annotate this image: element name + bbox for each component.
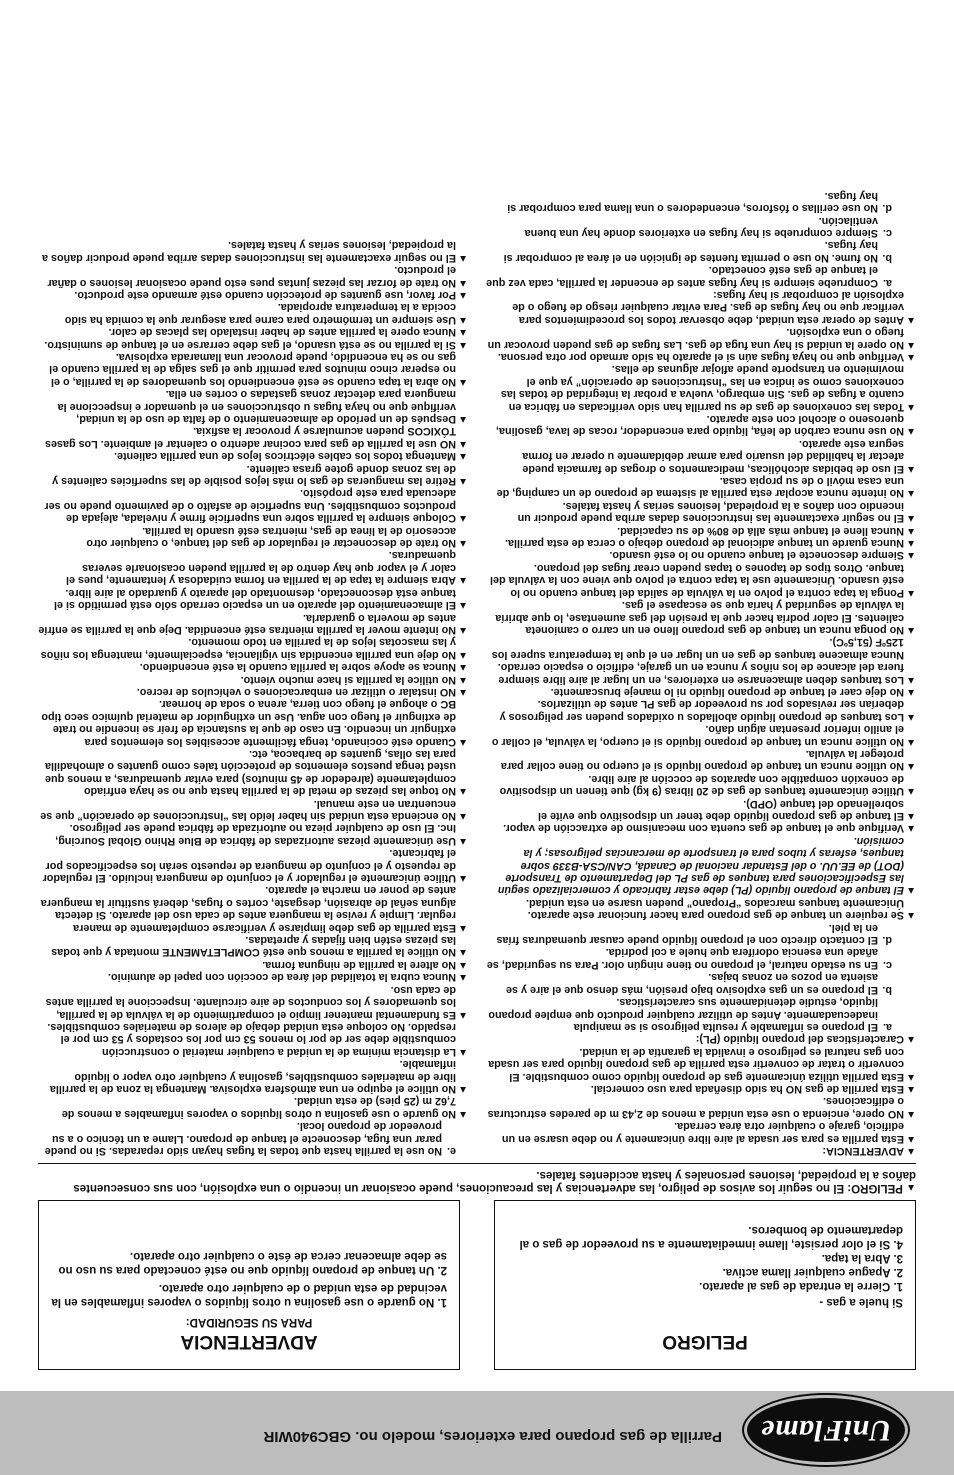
bullet-item bbox=[486, 822, 916, 834]
warning-triangle-icon: ▲ bbox=[458, 414, 468, 426]
warning-triangle-icon: ▲ bbox=[458, 922, 468, 934]
warning-triangle-icon: ▲ bbox=[458, 575, 468, 587]
warning-triangle-icon: ▲ bbox=[458, 686, 468, 698]
peligro-note bbox=[38, 1168, 916, 1194]
warning-triangle-icon: ▲ bbox=[458, 959, 468, 971]
warning-triangle-icon: ▲ bbox=[458, 649, 468, 661]
bullet-text: Ponga la tapa contra el polvo en la válvula de salida del tanque cuando no lo esté usando. Únicamente use la tapa contra el polvo que viene con la válvula del tanque. Otros tipos de tapones o tapas pueden crear fugas del propano. bbox=[489, 561, 904, 599]
bullet-text: Esta parrilla es para ser usada al aire libre únicamente y no debe usarse en un edificio, garaje o cualquier otra área cerrada. bbox=[501, 1120, 904, 1145]
bullet-content bbox=[38, 884, 456, 934]
bullet-text: Use únicamente piezas autorizadas de fábrica de Blue Rhino Global Sourcing, Inc. El uso de cualquier pieza no autorizada de fábrica puede ser peligroso. bbox=[55, 822, 456, 847]
bullet-text: Por favor, use guantes de protección cuando esté armando este producto. bbox=[74, 288, 456, 301]
sub-item: e. No use la parrilla hasta que todas la fugas hayan sido reparadas. Si no puede parar una fuga, desconecte el tanque de propano. Llame a un técnico o a su proveedor de propano local. bbox=[44, 1120, 456, 1157]
bullet-text: Si la parrilla no se está usando, el gas debe cerrarse en el tanque de suministro. bbox=[44, 338, 456, 351]
warning-triangle-icon: ▲ bbox=[458, 873, 468, 885]
warning-item: 2. Un tanque de propano líquido que no esté conectado para su uso no se debe almacenar cerca de éste o cualquier otro aparato. bbox=[55, 1250, 447, 1276]
bullet-content bbox=[486, 896, 904, 921]
bullet-item bbox=[38, 289, 468, 301]
bullet-content bbox=[486, 686, 904, 698]
bullet-content bbox=[38, 338, 456, 350]
right-column bbox=[38, 239, 468, 1157]
warning-triangle-icon: ▲ bbox=[458, 662, 468, 674]
bullet-text: Esta parrilla de gas NO ha sido diseñada para uso comercial. bbox=[590, 1082, 904, 1095]
bullet-text: NO use la parrilla de gas para cocinar adentro o calentar el ambiente. Los gases TÓXICOS pueden acumularse y provocar la asfixia. bbox=[44, 425, 456, 450]
bullet-text: No altere la parrilla de ninguna forma. bbox=[262, 958, 456, 971]
bullet-item bbox=[38, 971, 468, 983]
bullet-text: Esta parrilla utiliza únicamente gas de propano líquido como combustible. El convertir o tratar de convertir esta parrilla de gas propano líquido para ser usada con gas natural es peligroso e invalida la garantía de la unidad. bbox=[488, 1045, 904, 1083]
bullet-text: Nunca opere la parrilla antes de haber instalado las placas de calor. bbox=[108, 326, 456, 339]
warning-triangle-icon: ▲ bbox=[906, 513, 916, 525]
bullet-text: No use nunca carbón de leña, líquido para encendedor, rocas de lava, gasolina, queroseno o alcohol con este aparato. bbox=[496, 413, 904, 438]
bullet-content bbox=[486, 723, 904, 748]
warning-triangle-icon: ▲ bbox=[458, 289, 468, 301]
warning-triangle-icon: ▲ bbox=[458, 513, 468, 525]
bullet-text: Verifique que no haya fugas aún si el aparato ha sido armado por otra persona. bbox=[497, 351, 904, 363]
bullet-content bbox=[486, 326, 904, 351]
warning-triangle-icon: ▲ bbox=[906, 550, 916, 562]
bullet-content bbox=[38, 239, 456, 264]
bullet-content bbox=[38, 673, 456, 685]
sub-item bbox=[486, 239, 892, 264]
bullet-text: No utilice nunca un tanque de propano líquido si el cuerpo no tiene collar para proteger la válvula. bbox=[500, 748, 904, 773]
bullet-item bbox=[38, 524, 468, 549]
bullet-content bbox=[38, 462, 456, 487]
bullet-text: No utilice la parrilla si hace mucho viento. bbox=[240, 673, 456, 686]
bullet-content bbox=[486, 437, 904, 474]
bullet-text: Después de un período de almacenamiento o de falta de uso de la unidad, verifique que no haya fugas u obstrucciones en el quemador e inspeccione la manguera para detectar zonas gastadas o cortes en ella. bbox=[57, 388, 456, 426]
sub-item bbox=[486, 189, 892, 214]
bullet-content bbox=[38, 524, 456, 549]
sub-item bbox=[486, 996, 892, 1033]
bullet-text: No toque las piezas de metal de la parrilla hasta que no se haya enfriado completamente (alrededor de 45 minutos) para evitar quemaduras, a menos que usted tenga puestos elementos de protección tales como guantes o almohadilla para las ollas, guantes de barbacoa, etc. bbox=[44, 748, 456, 798]
bullet-content bbox=[38, 822, 456, 847]
bullet-item bbox=[486, 537, 916, 549]
bullet-content bbox=[38, 1058, 456, 1095]
bullet-text: Todas las conexiones de gas de su parrilla han sido verificadas en fábrica en cuanto a fugas de gas. Sin embargo, vuelva a probar la integridad de todas las conexiones como se indica en las “Instrucciones de operación” ya que el movimiento en transporte puede aflojar algunas de ellas. bbox=[500, 363, 904, 413]
warning-triangle-icon: ▲ bbox=[458, 252, 468, 264]
warning-triangle-icon: ▲ bbox=[458, 786, 468, 798]
bullet-content bbox=[38, 450, 456, 462]
bullet-text: Nunca llene el tanque más allá de 80% de su capacidad. bbox=[617, 524, 904, 537]
bullet-content bbox=[38, 611, 456, 636]
bullet-content bbox=[38, 959, 456, 971]
bullet-text: No deje caer el tanque de propano líquido ni lo maneje bruscamente. bbox=[550, 685, 904, 698]
bullet-item bbox=[38, 326, 468, 338]
bullet-text: El uso de bebidas alcohólicas, medicamentos o drogas de farmacia puede afectar la habilidad del usuario para armar debidamente u operar en forma segura este aparato. bbox=[522, 437, 904, 475]
warning-triangle-icon: ▲ bbox=[458, 972, 468, 984]
warning-triangle-icon: ▲ bbox=[906, 885, 916, 897]
sub-text: Siempre compruebe si hay fugas en exteriores donde hay una buena ventilación. bbox=[524, 214, 878, 239]
bullet-item bbox=[38, 425, 468, 450]
bullet-item bbox=[38, 388, 468, 425]
warning-triangle-icon: ▲ bbox=[906, 761, 916, 773]
bullet-content bbox=[38, 1095, 456, 1120]
bullet-item bbox=[38, 661, 468, 673]
warning-triangle-icon: ▲ bbox=[906, 910, 916, 922]
bullet-item bbox=[38, 884, 468, 934]
bullet-content bbox=[486, 499, 904, 524]
bullet-text: Esta parrilla de gas debe limpiarse y verificarse completamente de manera regular. Limpie y revise la manguera antes de cada uso del aparato. Si detecta alguna señal de abrasión, desgaste, cortes o fugas, deberá sustituir la manguera antes de poner en marcha el aparato. bbox=[40, 884, 456, 934]
warning-triangle-icon: ▲ bbox=[458, 674, 468, 686]
bullet-item bbox=[486, 599, 916, 636]
bullet-item bbox=[38, 934, 468, 959]
bullet-content bbox=[486, 698, 904, 723]
bullet-item bbox=[486, 1095, 916, 1120]
warning-triangle-icon: ▲ bbox=[906, 823, 916, 835]
sub-letter: b. bbox=[882, 983, 892, 996]
bullet-item bbox=[38, 1021, 468, 1058]
warning-triangle-icon: ▲ bbox=[458, 1083, 468, 1095]
bullet-content bbox=[486, 475, 904, 500]
warning-box bbox=[38, 1200, 460, 1370]
bullet-text: Mantenga todos los cables eléctricos lejos de una parrilla caliente. bbox=[113, 450, 456, 463]
warning-triangle-icon: ▲ bbox=[458, 314, 468, 326]
bullet-item bbox=[486, 797, 916, 822]
sub-letter: d. bbox=[882, 934, 892, 947]
bullet-text: No ponga nunca un tanque de gas propano lleno en un carro o camioneta calientes. El calor podría hacer que la presión del gas aumentase, lo que abriría la válvula de seguridad y haría que se escapase el gas. bbox=[495, 599, 904, 636]
bullet-content bbox=[486, 797, 904, 822]
bullet-content bbox=[38, 797, 456, 822]
bullet-text: Use siempre un termómetro para carne para asegurar que la comida ha sido cocida a la temperatura apropiada. bbox=[64, 301, 456, 326]
sub-text: El contacto directo con el propano líquido puede causar quemaduras frías en la piel. bbox=[496, 921, 878, 947]
sub-list bbox=[486, 189, 904, 288]
bullet-text: Los tanques deben almacenarse en exteriores, en un lugar al aire libre siempre fuera del alcance de los niños y nunca en un garaje, edificio o espacio cerrado. Nunca almacene tanques de gas en un lugar en el que la temperatura supere los 125ºF (51,5ºC). bbox=[491, 636, 904, 686]
bullet-item bbox=[38, 673, 468, 685]
sub-list bbox=[486, 921, 904, 1033]
bullet-content bbox=[38, 971, 456, 983]
bullet-item bbox=[38, 959, 468, 971]
bullet-text: No utilice nunca un tanque de propano líquido si el cuerpo, la válvula, el collar o el anillo inferior presentan algún daño. bbox=[491, 723, 904, 748]
warning-triangle-icon: ▲ bbox=[906, 426, 916, 438]
sub-item bbox=[486, 946, 892, 971]
warning-items-list bbox=[48, 1249, 447, 1309]
bullet-text: Abra siempre la tapa de la parrilla en forma cuidadosa y lentamente, pues el calor y el vapor que hay dentro de la parrilla pueden ocasionarle severas quemaduras. bbox=[65, 549, 456, 587]
bullet-text: La distancia mínima de la unidad a cualquier material o construcción combustible debe ser de por lo menos 53 cm por los costados y 53 cm por el respaldo. No coloque esta unidad debajo de aleros de materiales combustibles. bbox=[47, 1020, 456, 1058]
bullet-content bbox=[486, 1095, 904, 1120]
bullet-item bbox=[38, 847, 468, 884]
warning-triangle-icon: ▲ bbox=[906, 339, 916, 351]
bullet-content bbox=[486, 351, 904, 363]
bullet-item bbox=[38, 636, 468, 661]
warning-triangle-icon: ▲ bbox=[906, 525, 916, 537]
bullet-item bbox=[486, 748, 916, 773]
bullet-content bbox=[38, 301, 456, 326]
warning-triangle-icon: ▲ bbox=[906, 401, 916, 413]
bullet-item bbox=[38, 748, 468, 798]
bullet-text: No utilice el equipo en una atmósfera explosiva. Mantenga la zona de la parrilla libre de materiales combustibles, gasolina y cualquier otro vapor o líquido inflamable. bbox=[49, 1058, 456, 1095]
page-title: Parrilla de gas propano para exteriores, modelo no. GBC940WIR bbox=[263, 1428, 722, 1445]
bullet-content bbox=[38, 934, 456, 959]
warning-triangle-icon: ▲ bbox=[458, 624, 468, 636]
sub-item bbox=[486, 214, 892, 239]
uniflame-logo bbox=[744, 1395, 908, 1465]
bullet-text: Retire las mangueras de gas lo más lejos posible de las superficies calientes y de las zonas donde gotee grasa caliente. bbox=[52, 462, 456, 488]
sub-letter: c. bbox=[882, 958, 892, 971]
warning-triangle-icon: ▲ bbox=[906, 1034, 916, 1046]
warning-triangle-icon: ▲ bbox=[458, 600, 468, 612]
bullet-text: Cuando esté cocinando, tenga fácilmente accesibles los elementos para extinguir un incendio. En caso de que la sustancia de freír se incendie no trate de extinguir el fuego con agua. Use un extinguidor de material químico seco tipo BC o ahogue el fuego con tierra, arena o soda de hornear. bbox=[41, 698, 456, 748]
danger-title: PELIGRO bbox=[662, 1331, 748, 1352]
bullet-content bbox=[38, 748, 456, 798]
warning-triangle-icon: ▲ bbox=[458, 538, 468, 550]
warning-triangle-icon: ▲ bbox=[458, 947, 468, 959]
sub-text: No fume. No use o permita fuentes de ignición en el área al comprobar si hay fugas. bbox=[503, 239, 878, 264]
bullet-text: Es fundamental mantener limpio el compartimiento de la válvula de la parrilla, los quemadores y los conductos de aire circulante. Inspeccione la parrilla antes de cada uso. bbox=[45, 983, 456, 1021]
bullet-item bbox=[486, 437, 916, 474]
bullet-item bbox=[486, 723, 916, 748]
warning-triangle-icon: ▲ bbox=[458, 811, 468, 823]
warning-triangle-icon: ▲ bbox=[906, 538, 916, 550]
danger-step: 3. Abra la tapa. bbox=[821, 1252, 903, 1264]
sub-text: En su estado natural, el propano no tiene ningún olor. Para su seguridad, se añade una esencia odorífera que huele a col podrida. bbox=[486, 946, 878, 971]
bullet-item bbox=[486, 921, 916, 1045]
bullet-text: Utilice únicamente el regulador y el conjunto de manguera incluido. El regulador de repuesto y el conjunto de manguera de repuesto serán los especificados por el fabricante. bbox=[42, 847, 456, 885]
bullet-text: No intente mover la parrilla mientras esté encendida. Deje que la parrilla se enfríe antes de moverla o guardarla. bbox=[38, 611, 456, 636]
bullet-content bbox=[486, 772, 904, 797]
warning-item: 1. No guarde o use gasolina u otros líquidos o vapores inflamables en la vecindad de esta unidad o de cualquier otro aparato. bbox=[48, 1282, 447, 1308]
bullet-item bbox=[486, 772, 916, 797]
bullet-content bbox=[486, 599, 904, 636]
bullet-item bbox=[486, 363, 916, 413]
bullet-content bbox=[38, 1021, 456, 1058]
bullet-content bbox=[486, 363, 904, 413]
warning-triangle-icon: ▲ bbox=[906, 463, 916, 475]
bullet-text: El almacenamiento del aparato en un espacio cerrado sólo está permitido si el tanque está desconectado, desmontado del aparato y guardado al aire libre. bbox=[53, 586, 456, 612]
sub-letter: b. bbox=[882, 251, 892, 264]
sub-item bbox=[486, 264, 892, 289]
bullet-item bbox=[486, 698, 916, 723]
advertencia-heading: ▲ ADVERTENCIA: bbox=[822, 1145, 916, 1157]
bullet-content bbox=[486, 189, 904, 325]
bullet-item bbox=[38, 351, 468, 388]
bullet-item bbox=[38, 462, 468, 487]
bullet-content bbox=[486, 921, 904, 1045]
sub-letter: a. bbox=[882, 276, 892, 289]
bullet-item bbox=[486, 562, 916, 599]
left-column bbox=[486, 189, 916, 1157]
header-bar bbox=[0, 1391, 954, 1475]
warning-triangle-icon: ▲ bbox=[906, 314, 916, 326]
warning-triangle-icon: ▲ bbox=[458, 339, 468, 351]
warning-triangle-icon: ▲ bbox=[458, 1108, 468, 1120]
warning-triangle-icon: ▲ bbox=[906, 1071, 916, 1083]
warning-triangle-icon: ▲ bbox=[906, 736, 916, 748]
bullet-item bbox=[38, 239, 468, 264]
warning-triangle-icon: ▲ bbox=[906, 711, 916, 723]
bullet-content bbox=[38, 636, 456, 661]
warning-triangle-icon: ▲ bbox=[458, 327, 468, 339]
bullet-text: Siempre desconecte el tanque cuando no lo esté usando. bbox=[609, 549, 904, 562]
bullet-content bbox=[486, 1083, 904, 1095]
bullet-content bbox=[38, 326, 456, 338]
danger-step: 1. Cierre la entrada de gas al aparato. bbox=[699, 1280, 903, 1292]
warning-triangle-icon: ▲ bbox=[458, 835, 468, 847]
warning-triangle-icon: ▲ bbox=[906, 1083, 916, 1095]
bullet-text: Los tanques de propano líquido abollados u oxidados pueden ser peligrosos y deberían ser revisados por su proveedor de gas PL antes de utilizarlos. bbox=[499, 698, 904, 723]
bullet-item bbox=[38, 301, 468, 326]
bullet-item bbox=[486, 351, 916, 363]
bullet-item bbox=[38, 586, 468, 611]
bullet-text: El tanque de propano líquido (PL) debe estar fabricado y comercializado según las Especificaciones para tanques de gas PL del Departamento de Transporte (DOT) de EE.UU. o del Estandar nacional de Canadá, CAN/CSA-B339 sobre tanques, esferas y tubos para el transporte de mercancías peligrosas; y la comisión. bbox=[497, 834, 904, 897]
bullet-item bbox=[38, 1058, 468, 1095]
bullet-text: No trate de forzar las piezas juntas pues esto puede ocasionar lesiones o dañar el producto. bbox=[47, 264, 456, 289]
warning-triangle-icon: ▲ bbox=[906, 352, 916, 363]
bullet-content bbox=[38, 549, 456, 586]
warning-triangle-icon: ▲ bbox=[906, 1146, 916, 1157]
bullet-item bbox=[38, 611, 468, 636]
warning-triangle-icon: ▲ bbox=[458, 1009, 468, 1021]
bullet-item bbox=[486, 413, 916, 438]
bullet-text: No intente nunca acoplar esta parrilla al sistema de propano de un camping, de una casa móvil o de su propia casa. bbox=[496, 475, 904, 500]
bullet-item bbox=[486, 499, 916, 524]
bullet-content bbox=[486, 524, 904, 536]
danger-step: 2. Apague cualquier llama activa. bbox=[722, 1266, 903, 1278]
sub-letter: d. bbox=[882, 202, 892, 215]
bullet-item bbox=[486, 1045, 916, 1082]
warning-triangle-icon: ▲ bbox=[906, 624, 916, 636]
bullet-text: No abra la tapa cuando se esté encendiendo los quemadores de la parrilla, o el no esperar cinco minutos para permitir que el gas salga de la parrilla cuando el gas no se ha encendido, puede provocar una llamarada explosiva. bbox=[49, 351, 456, 388]
danger-steps-list bbox=[507, 1223, 903, 1293]
bullet-item bbox=[38, 983, 468, 1020]
bullet-content bbox=[38, 425, 456, 450]
bullet-item bbox=[38, 264, 468, 289]
sub-letter: c. bbox=[882, 226, 892, 239]
danger-intro: Si huele a gas - bbox=[819, 1296, 903, 1308]
warning-triangle-icon: ▲ bbox=[906, 488, 916, 500]
warning-triangle-icon: ▲ bbox=[906, 587, 916, 599]
bullet-item bbox=[486, 1120, 916, 1145]
bullet-item bbox=[38, 797, 468, 822]
bullet-content bbox=[486, 413, 904, 438]
warning-triangle-icon: ▲ bbox=[906, 786, 916, 798]
warning-triangle-icon: ▲ bbox=[458, 476, 468, 488]
bullet-text: Utilice únicamente tanques de gas de 20 libras (9 kg) que tienen un dispositivo de conexión compatible con aparatos de cocción al aire libre. bbox=[499, 772, 904, 798]
sub-text: El propano es inflamable y resulta peligroso si se manipula inadecuadamente. Antes de utilizar cualquier producto que emplee propano líquido, estudie detenidamente sus características. bbox=[488, 996, 878, 1033]
warning-triangle-icon: ▲ bbox=[906, 686, 916, 698]
warning-triangle-icon: ▲ bbox=[458, 277, 468, 289]
bullet-item bbox=[38, 686, 468, 698]
bullet-content bbox=[38, 351, 456, 388]
bullet-item bbox=[38, 1095, 468, 1120]
bullet-content bbox=[38, 698, 456, 748]
bullet-text: El tanque de gas propano líquido debe tener un dispositivo que evite el sobrellenado del tanque (OPD). bbox=[538, 797, 904, 823]
bullet-text: Nunca se apoye sobre la parrilla cuando la esté encendiendo. bbox=[139, 661, 456, 674]
bullet-content bbox=[38, 686, 456, 698]
bullet-item bbox=[38, 450, 468, 462]
divider bbox=[38, 1163, 916, 1164]
bullet-item bbox=[38, 487, 468, 524]
bullet-content bbox=[38, 487, 456, 524]
bullet-text: NO instalar o utilizar en embarcaciones o vehículos de recreo. bbox=[136, 685, 456, 698]
warning-title: ADVERTENCIA bbox=[180, 1331, 318, 1352]
bullet-content bbox=[486, 1120, 904, 1145]
peligro-note-text: PELIGRO: El no seguir los avisos de peligro, las advertencias y las precauciones, puede ocasionar un incendio o una explosión, con sus consecuentes daños a la propiedad, lesiones personales y hasta accidentes fatales. bbox=[73, 1168, 916, 1194]
bullet-content bbox=[486, 562, 904, 599]
bullet-text: No encienda esta unidad sin haber leído las “Instrucciones de operación” que se encuentran en este manual. bbox=[40, 797, 456, 823]
bullet-content bbox=[486, 748, 904, 773]
bullet-content bbox=[486, 1045, 904, 1082]
bullet-content bbox=[486, 822, 904, 834]
warning-triangle-icon: ▲ bbox=[458, 451, 468, 463]
bullet-text: No opere la unidad si hay una fuga de gas. Las fugas de gas pueden provocar un fuego o una explosión. bbox=[487, 326, 904, 351]
bullet-item bbox=[486, 189, 916, 325]
bullet-text: Se requiere un tanque de gas propano para hacer funcionar este aparato. Únicamente tanques marcados “Propano” pueden usarse en esta unidad. bbox=[526, 896, 904, 922]
warning-triangle-icon: ▲ bbox=[458, 438, 468, 450]
bullet-text: Antes de operar esta unidad, debe observar todos los procedimientos para verificar que no hay fugas de gas. Para evitar cualquier riesgo de fuego o de explosión al comprobar si hay fugas: bbox=[512, 288, 904, 326]
bullet-text: Nunca cubra la totalidad del área de cocción con papel de aluminio. bbox=[108, 971, 456, 984]
bullet-item bbox=[38, 822, 468, 847]
warning-triangle-icon: ▲ bbox=[458, 1046, 468, 1058]
bullet-content bbox=[486, 834, 904, 896]
bullet-item bbox=[486, 834, 916, 896]
bullet-content bbox=[486, 636, 904, 686]
bullet-item bbox=[486, 686, 916, 698]
bullet-text: No trate de desconectar el regulador de gas del tanque, o cualquier otro accesorio de la línea de gas, mientras esté usando la parrilla. bbox=[86, 524, 456, 550]
bullet-item bbox=[486, 896, 916, 921]
bullet-text: No utilice la parrilla a menos que esté COMPLETAMENTE montada y que todas las piezas estén bien fijadas y apretadas. bbox=[51, 934, 456, 959]
danger-step: 4. Si el olor persiste, llame inmediatamente a su proveedor de gas o al departamento de bomberos. bbox=[516, 1224, 903, 1250]
warning-triangle-icon: ▲ bbox=[906, 674, 916, 686]
sub-item bbox=[486, 921, 892, 946]
danger-box bbox=[494, 1200, 916, 1370]
bullet-content bbox=[38, 586, 456, 611]
warning-triangle-icon: ▲ bbox=[906, 1108, 916, 1120]
bullet-content bbox=[38, 983, 456, 1020]
sub-text: Compruebe siempre si hay fugas antes de encender la parrilla, cada vez que el tanque de gas esté conectado. bbox=[486, 264, 878, 289]
sub-text: No use cerillas o fósforos, encendedores o una llama para comprobar si hay fugas. bbox=[507, 189, 878, 215]
bullet-item bbox=[486, 636, 916, 686]
bullet-text: Verifique que el tanque de gas cuenta con mecanismo de extracción de vapor. bbox=[503, 822, 904, 835]
warning-triangle-icon: ▲ bbox=[906, 1133, 916, 1145]
bullet-text: No deje una parrilla encendida sin vigilancia, especialmente, mantenga los niños y las mascotas lejos de la parrilla en todo momento. bbox=[40, 636, 456, 661]
warning-triangle-icon: ▲ bbox=[458, 376, 468, 388]
warning-triangle-icon: ▲ bbox=[458, 736, 468, 748]
bullet-text: El no seguir exactamente las instrucciones dadas arriba puede producir un incendio con daños a la propiedad, lesiones serias y hasta fatales. bbox=[517, 499, 904, 525]
bullet-item bbox=[38, 698, 468, 748]
bullet-item bbox=[38, 338, 468, 350]
bullet-text: No guarde o use gasolina u otros líquidos o vapores inflamables a menos de 7,62 m (25 pies) de esta unidad. bbox=[61, 1095, 456, 1120]
bullet-text: Características del propano líquido (PL): bbox=[695, 1033, 904, 1046]
bullet-content bbox=[38, 289, 456, 301]
warning-triangle-icon: ▲ bbox=[906, 1182, 916, 1193]
bullet-content bbox=[38, 847, 456, 884]
bullet-text: NO opere, encienda o use esta unidad a menos de 2,43 m de paredes estructuras o edificaciones. bbox=[487, 1095, 904, 1120]
bullet-content bbox=[486, 537, 904, 549]
bullet-item bbox=[486, 326, 916, 351]
bullet-content bbox=[38, 264, 456, 289]
bullet-item bbox=[486, 549, 916, 561]
bullet-content bbox=[486, 549, 904, 561]
brand-name: UniFlame bbox=[760, 1414, 892, 1447]
warning-subtitle: PARA SU SEGURIDAD: bbox=[185, 1316, 313, 1328]
bullet-content bbox=[38, 661, 456, 673]
sub-letter: a. bbox=[882, 1020, 892, 1033]
sub-text: El propano es un gas explosivo bajo presión, más denso que el aire y se asienta en pozos en zonas bajas. bbox=[505, 971, 878, 996]
bullet-text: Coloque siempre la parrilla sobre una superficie firme y nivelada, alejada de productos combustibles. Una superficie de asfalto o de pavimento puede no ser adecuada para este propósito. bbox=[44, 487, 456, 525]
sub-item bbox=[486, 971, 892, 996]
bullet-item bbox=[486, 1083, 916, 1095]
bullet-item bbox=[486, 524, 916, 536]
bullet-content bbox=[38, 388, 456, 425]
warning-triangle-icon: ▲ bbox=[906, 811, 916, 823]
bullet-text: Nunca guarde un tanque adicional de propano debajo o cerca de esta parrilla. bbox=[505, 537, 904, 550]
bullet-item bbox=[38, 549, 468, 586]
bullet-item bbox=[486, 475, 916, 500]
bullet-text: El no seguir exactamente las instrucciones dadas arriba puede producir daños a la propiedad, lesiones serias y hasta fatales. bbox=[41, 239, 456, 264]
